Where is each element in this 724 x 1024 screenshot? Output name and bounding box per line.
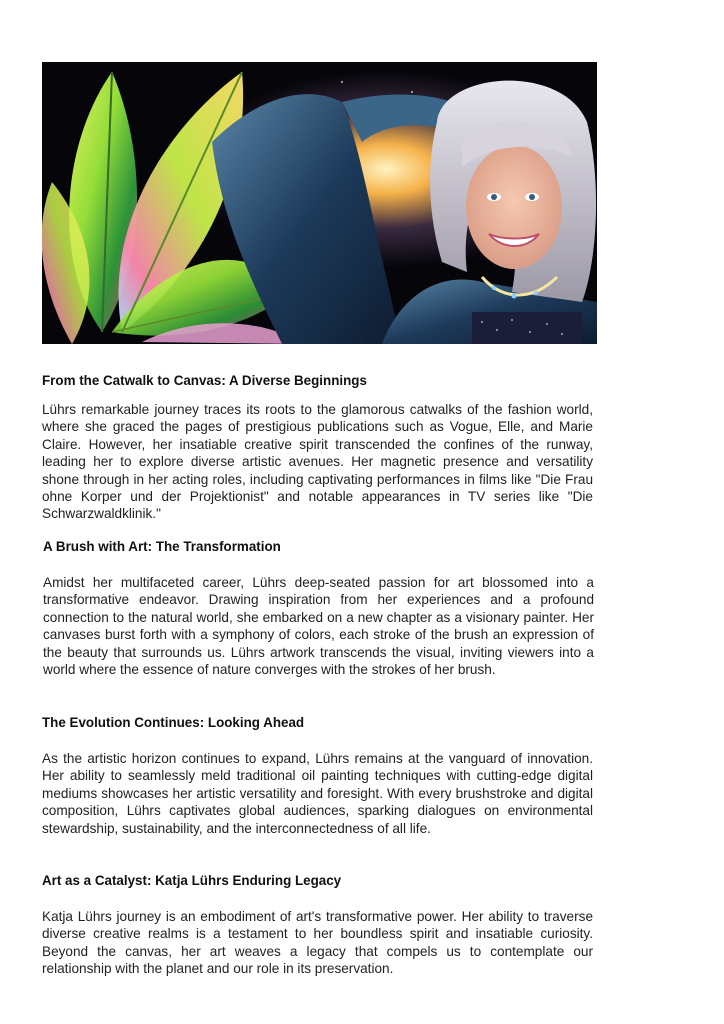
section-heading: A Brush with Art: The Transformation [43, 539, 281, 554]
section-paragraph: As the artistic horizon continues to expand, Lührs remains at the vanguard of innovation. Her ability to seamlessly meld traditional oil painting techniques with cutting-edge digital mediums showcases her artistic versatility and foresight. With every brushstroke and digital composition, Lührs captivates global audiences, sparking dialogues on environmental stewardship, sustainability, and the interconnectedness of all life. [42, 751, 593, 836]
section-art-as-catalyst [42, 872, 593, 978]
section-heading: The Evolution Continues: Looking Ahead [42, 715, 305, 730]
hero-image [42, 62, 597, 344]
section-paragraph: Katja Lührs journey is an embodiment of art's transformative power. Her ability to traverse diverse creative realms is a testament to her boundless spirit and insatiable curiosity. Beyond the canvas, her art weaves a legacy that compels us to contemplate our relationship with the planet and our role in its preservation. [42, 909, 593, 977]
section-catwalk-to-canvas [42, 372, 593, 523]
section-evolution-continues [42, 714, 593, 837]
section-paragraph: Lührs remarkable journey traces its roots to the glamorous catwalks of the fashion world, where she graced the pages of prestigious publications such as Vogue, Elle, and Marie Claire. However, her insatiable creative spirit transcended the confines of the runway, leading her to explore diverse artistic avenues. Her magnetic presence and versatility shone through in her acting roles, including captivating performances in films like "Die Frau ohne Korper und der Projektionist" and notable appearances in TV series like "Die Schwarzwaldklinik." [42, 402, 593, 522]
section-heading: From the Catwalk to Canvas: A Diverse Beginnings [42, 373, 367, 388]
section-heading: Art as a Catalyst: Katja Lührs Enduring Legacy [42, 873, 342, 888]
section-paragraph: Amidst her multifaceted career, Lührs deep-seated passion for art blossomed into a transformative endeavor. Drawing inspiration from her experiences and a profound connection to the natural world, she embarked on a new chapter as a visionary painter. Her canvases burst forth with a symphony of colors, each stroke of the brush an expression of the beauty that surrounds us. Lührs artwork transcends the visual, inviting viewers into a world where the essence of nature converges with the strokes of her brush. [43, 575, 594, 678]
section-brush-with-art [43, 538, 594, 678]
portrait-artwork-icon [42, 62, 597, 344]
